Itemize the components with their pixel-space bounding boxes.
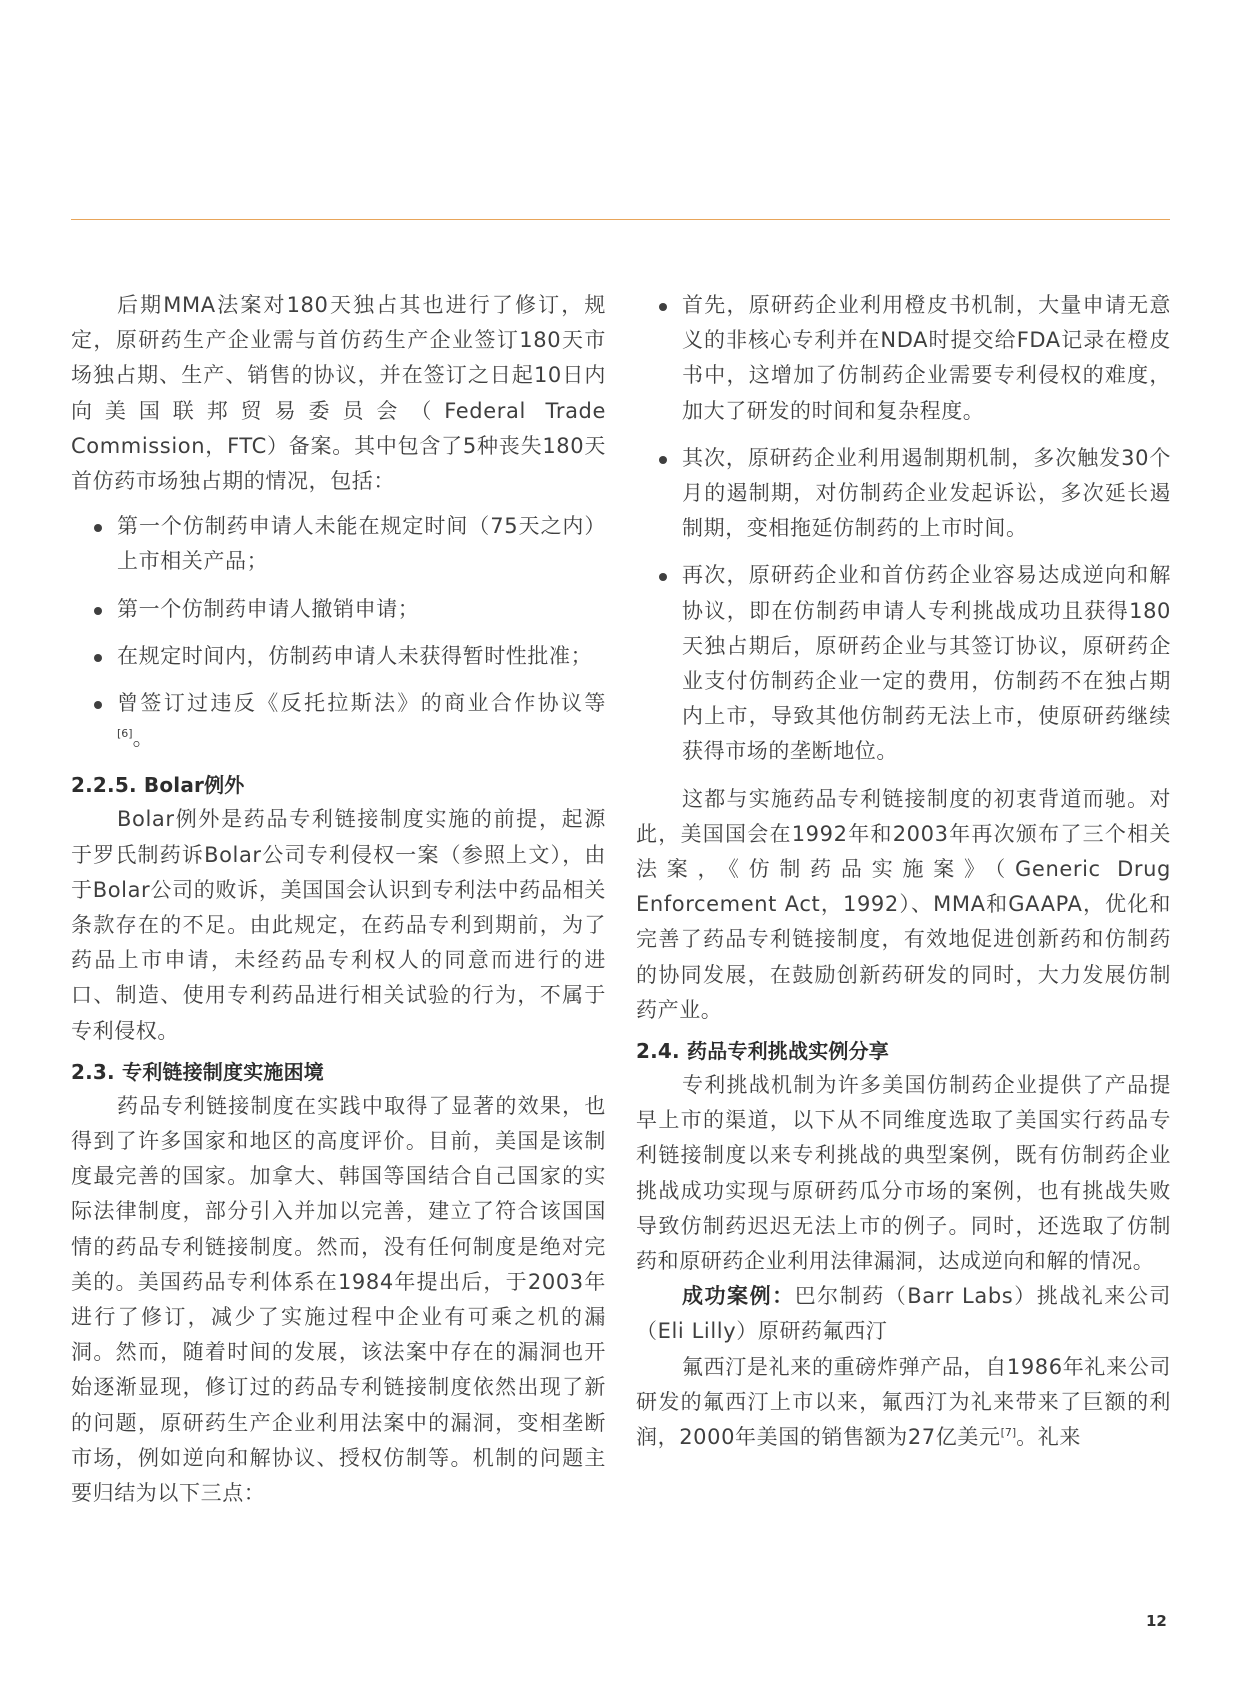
list-item-text: 曾签订过违反《反托拉斯法》的商业合作协议等 xyxy=(117,691,606,716)
bullet-icon xyxy=(94,701,102,709)
fluoxetine-end: 。礼来 xyxy=(1016,1425,1081,1450)
citation-ref: [6] xyxy=(117,727,133,741)
list-item xyxy=(71,592,606,627)
list-item xyxy=(636,441,1171,547)
heading-bolar-exception: 2.2.5. Bolar例外 xyxy=(71,773,245,798)
bullet-icon xyxy=(94,524,102,532)
left-column xyxy=(71,288,606,1511)
bullet-icon xyxy=(659,456,667,464)
list-item-text: 第一个仿制药申请人未能在规定时间（75天之内）上市相关产品； xyxy=(117,514,606,574)
paragraph-mma-revision: 后期MMA法案对180天独占其也进行了修订，规定，原研药生产企业需与首仿药生产企业签订180天市场独占期、生产、销售的协议，并在签订之日起10日内向美国联邦贸易委员会（Federal Trade Commission，FTC）备案。其中包含了5种丧失180天首仿药市场独占期的情况，包括： xyxy=(71,293,606,494)
header-rule xyxy=(71,219,1170,220)
list-item-end: 。 xyxy=(132,726,155,751)
paragraph-success-case xyxy=(636,1279,1171,1349)
list-item xyxy=(71,686,606,756)
loss-conditions-list xyxy=(71,509,606,756)
paragraph-contrary: 这都与实施药品专利链接制度的初衷背道而驰。对此，美国国会在1992年和2003年再次颁布了三个相关法案，《仿制药品实施案》（Generic Drug Enforcement Act，1992）、MMA和GAAPA，优化和完善了药品专利链接制度，有效地促进创新药和仿制药的协同发展，在鼓励创新药研发的同时，大力发展仿制药产业。 xyxy=(636,786,1171,1022)
citation-ref: [7] xyxy=(1000,1426,1017,1440)
list-item-text: 第一个仿制药申请人撤销申请； xyxy=(117,596,420,621)
paragraph-fluoxetine xyxy=(636,1350,1171,1456)
list-item-text: 在规定时间内，仿制药申请人未获得暂时性批准； xyxy=(117,643,593,668)
paragraph-challenge-mechanism: 专利挑战机制为许多美国仿制药企业提供了产品提早上市的渠道，以下从不同维度选取了美国实行药品专利链接制度以来专利挑战的典型案例，既有仿制药企业挑战成功实现与原研药瓜分市场的案例，也有挑战失败导致仿制药迟迟无法上市的例子。同时，还选取了仿制药和原研药企业利用法律漏洞，达成逆向和解的情况。 xyxy=(636,1073,1171,1274)
heading-case-sharing: 2.4. 药品专利挑战实例分享 xyxy=(636,1039,889,1064)
list-item xyxy=(636,558,1171,769)
bullet-icon xyxy=(94,654,102,662)
list-item xyxy=(71,509,606,579)
bullet-icon xyxy=(94,607,102,615)
paragraph-bolar: Bolar例外是药品专利链接制度实施的前提，起源于罗氏制药诉Bolar公司专利侵权一案（参照上文），由于Bolar公司的败诉，美国国会认识到专利法中药品相关条款存在的不足。由此规定，在药品专利到期前，为了药品上市申请，未经药品专利权人的同意而进行的进口、制造、使用专利药品进行相关试验的行为，不属于专利侵权。 xyxy=(71,807,606,1043)
list-item xyxy=(636,288,1171,429)
list-item-text: 其次，原研药企业利用遏制期机制，多次触发30个月的遏制期，对仿制药企业发起诉讼，多次延长遏制期，变相拖延仿制药的上市时间。 xyxy=(682,445,1171,541)
list-item-text: 再次，原研药企业和首仿药企业容易达成逆向和解协议，即在仿制药申请人专利挑战成功且获得180天独占期后，原研药企业与其签订协议，原研药企业支付仿制药企业一定的费用，仿制药不在独占期内上市，导致其他仿制药无法上市，使原研药继续获得市场的垄断地位。 xyxy=(682,563,1171,764)
heading-dilemma: 2.3. 专利链接制度实施困境 xyxy=(71,1059,324,1084)
right-column xyxy=(636,288,1171,1455)
case-label: 成功案例： xyxy=(682,1284,795,1309)
fluoxetine-text: 氟西汀是礼来的重磅炸弹产品，自1986年礼来公司研发的氟西汀上市以来，氟西汀为礼来带来了巨额的利润，2000年美国的销售额为27亿美元 xyxy=(636,1354,1171,1450)
bullet-icon xyxy=(659,573,667,581)
list-item-text: 首先，原研药企业利用橙皮书机制，大量申请无意义的非核心专利并在NDA时提交给FDA记录在橙皮书中，这增加了仿制药企业需要专利侵权的难度，加大了研发的时间和复杂程度。 xyxy=(682,293,1171,423)
list-item xyxy=(71,639,606,674)
paragraph-dilemma: 药品专利链接制度在实践中取得了显著的效果，也得到了许多国家和地区的高度评价。目前，美国是该制度最完善的国家。加拿大、韩国等国结合自己国家的实际法律制度，部分引入并加以完善，建立了符合该国国情的药品专利链接制度。然而，没有任何制度是绝对完美的。美国药品专利体系在1984年提出后，于2003年进行了修订，减少了实施过程中企业有可乘之机的漏洞。然而，随着时间的发展，该法案中存在的漏洞也开始逐渐显现，修订过的药品专利链接制度依然出现了新的问题，原研药生产企业利用法案中的漏洞，变相垄断市场，例如逆向和解协议、授权仿制等。机制的问题主要归结为以下三点： xyxy=(71,1093,606,1506)
bullet-icon xyxy=(659,303,667,311)
page-number: 12 xyxy=(1146,1612,1167,1630)
problems-list xyxy=(636,288,1171,770)
case-title: 巴尔制药（Barr Labs）挑战礼来公司（Eli Lilly）原研药氟西汀 xyxy=(636,1284,1171,1344)
